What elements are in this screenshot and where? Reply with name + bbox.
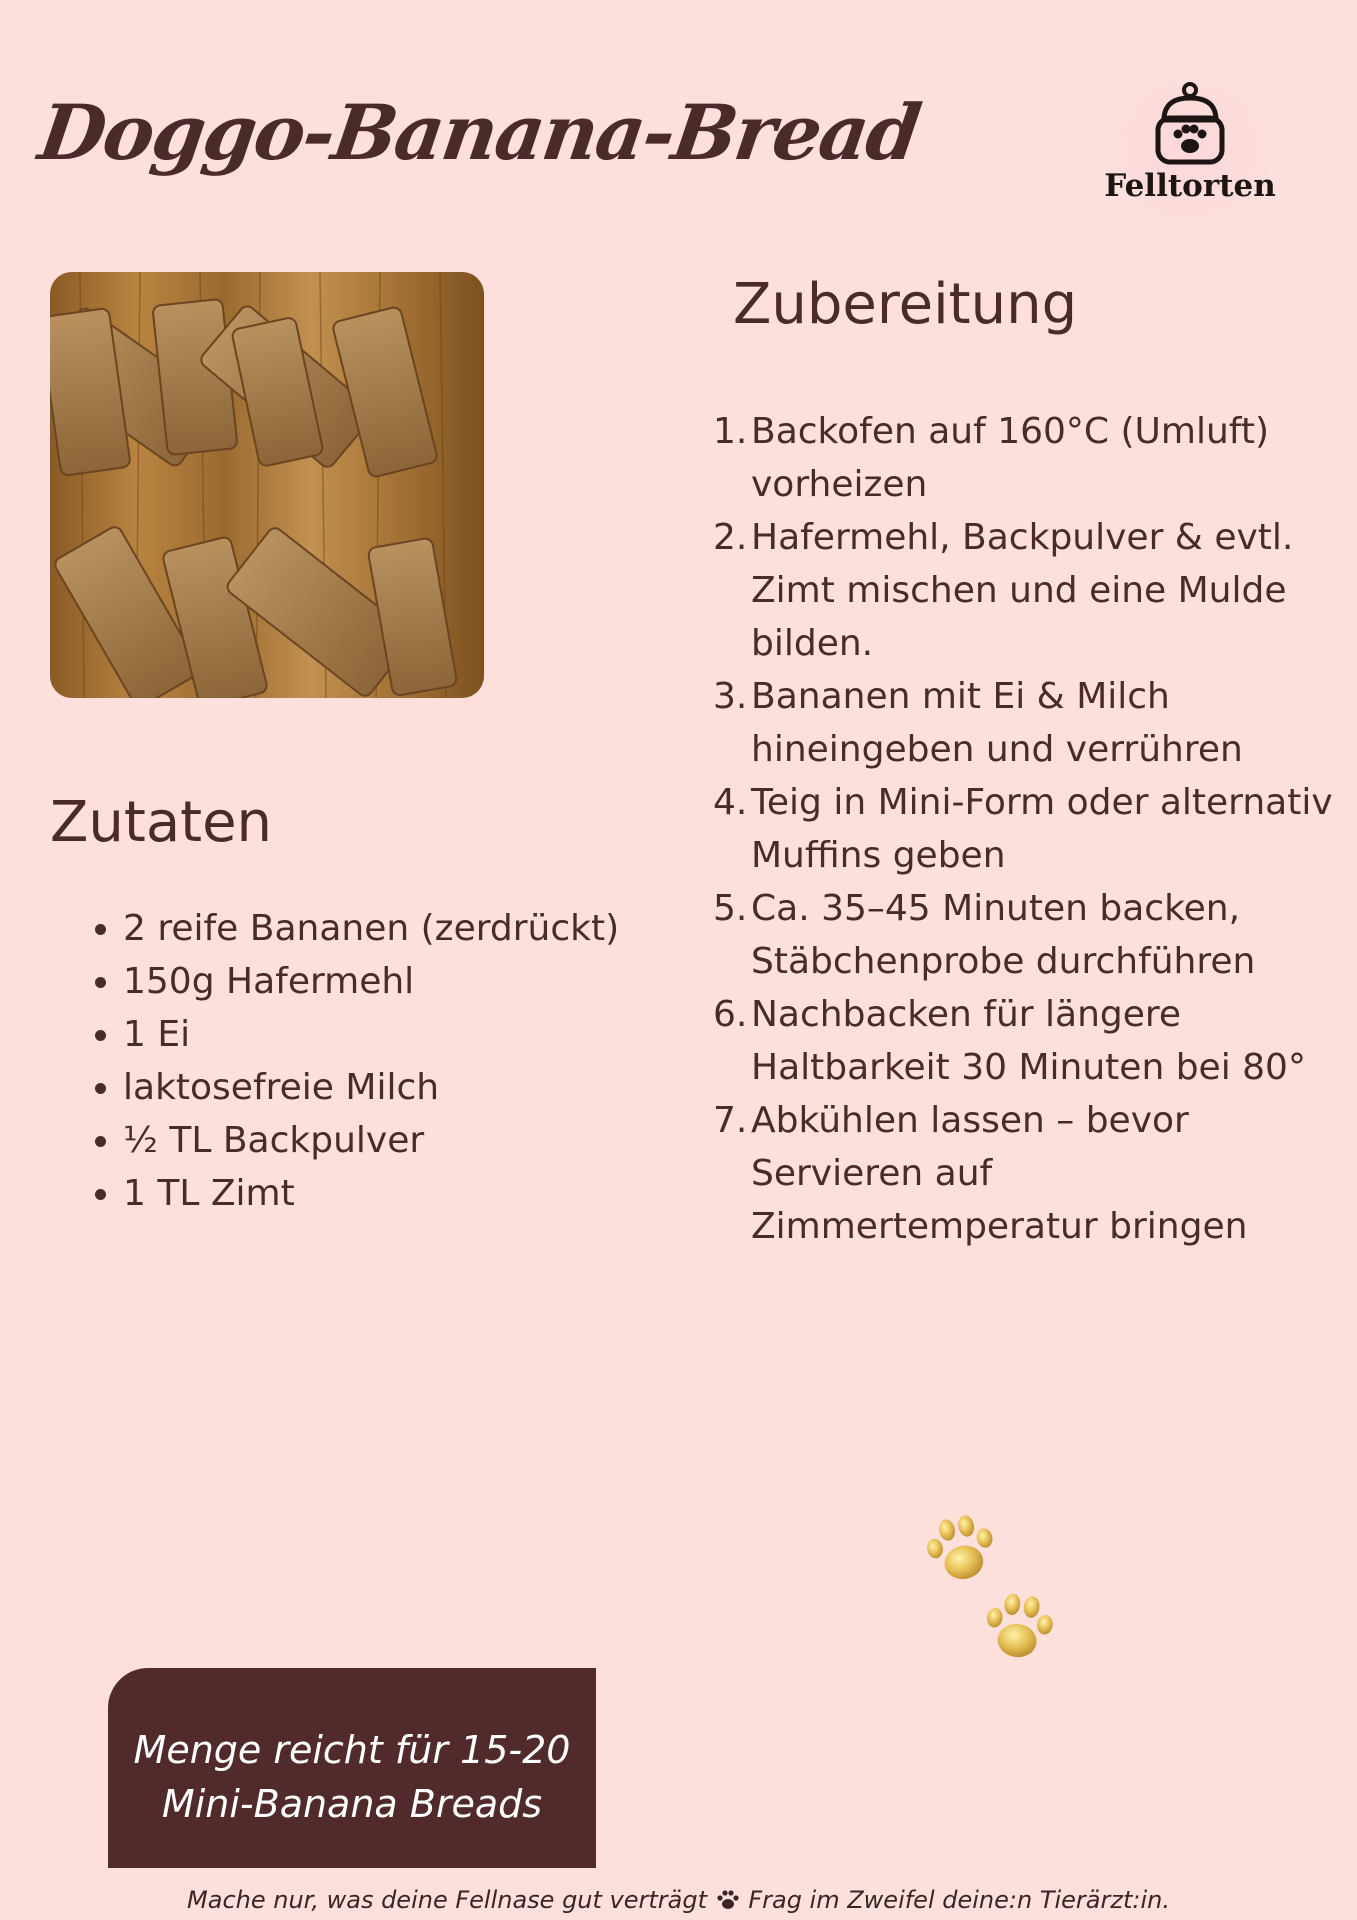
felltorten-logo: [1090, 60, 1290, 240]
preparation-heading: Zubereitung: [733, 272, 1078, 337]
step-text: Teig in Mini-Form oder alternativ Muffins geben: [751, 782, 1333, 876]
step-text: Bananen mit Ei & Milch hineingeben und verrühren: [751, 676, 1243, 770]
step-item: [713, 670, 1333, 776]
list-item: • 1 Ei: [123, 1008, 619, 1061]
cake-paw-icon: [1150, 80, 1230, 170]
step-number: 7.: [713, 1100, 748, 1141]
brand-name: Felltorten: [1104, 168, 1276, 204]
list-item: • 1 TL Zimt: [123, 1167, 619, 1220]
step-text: Nachbacken für längere Haltbarkeit 30 Minuten bei 80°: [751, 994, 1306, 1088]
gold-paw-icon: [915, 1503, 1008, 1596]
step-item: [713, 988, 1333, 1094]
disclaimer-part2: Frag im Zweifel deine:n Tierärzt:in.: [748, 1886, 1170, 1914]
step-item: [713, 1094, 1333, 1253]
step-text: Hafermehl, Backpulver & evtl. Zimt mischen und eine Mulde bilden.: [751, 517, 1294, 664]
step-item: [713, 776, 1333, 882]
list-item: • ½ TL Backpulver: [123, 1114, 619, 1167]
ingredients-list: [70, 902, 619, 1220]
step-number: 4.: [713, 782, 748, 823]
disclaimer: [0, 1886, 1357, 1914]
step-text: Abkühlen lassen – bevor Servieren auf Zimmertemperatur bringen: [751, 1100, 1248, 1247]
step-number: 2.: [713, 517, 748, 558]
step-number: 5.: [713, 888, 748, 929]
recipe-title: Doggo-Banana-Bread: [33, 88, 925, 177]
step-text: Backofen auf 160°C (Umluft) vorheizen: [751, 411, 1269, 505]
list-item: • laktosefreie Milch: [123, 1061, 619, 1114]
list-item: • 150g Hafermehl: [123, 955, 619, 1008]
step-number: 3.: [713, 676, 748, 717]
banana-bread-photo: [50, 272, 484, 698]
yield-note: Menge reicht für 15-20 Mini-Banana Breads: [133, 1728, 571, 1826]
step-number: 6.: [713, 994, 748, 1035]
gold-paw-icon: [975, 1583, 1063, 1671]
step-item: [713, 405, 1333, 511]
yield-note-box: [108, 1668, 596, 1868]
step-number: 1.: [713, 411, 748, 452]
step-text: Ca. 35–45 Minuten backen, Stäbchenprobe durchführen: [751, 888, 1256, 982]
step-item: [713, 882, 1333, 988]
paw-icon: [715, 1889, 741, 1911]
step-item: [713, 511, 1333, 670]
disclaimer-part1: Mache nur, was deine Fellnase gut verträgt: [187, 1886, 708, 1914]
list-item: • 2 reife Bananen (zerdrückt): [123, 902, 619, 955]
preparation-steps: [713, 405, 1333, 1253]
ingredients-heading: Zutaten: [50, 790, 273, 855]
